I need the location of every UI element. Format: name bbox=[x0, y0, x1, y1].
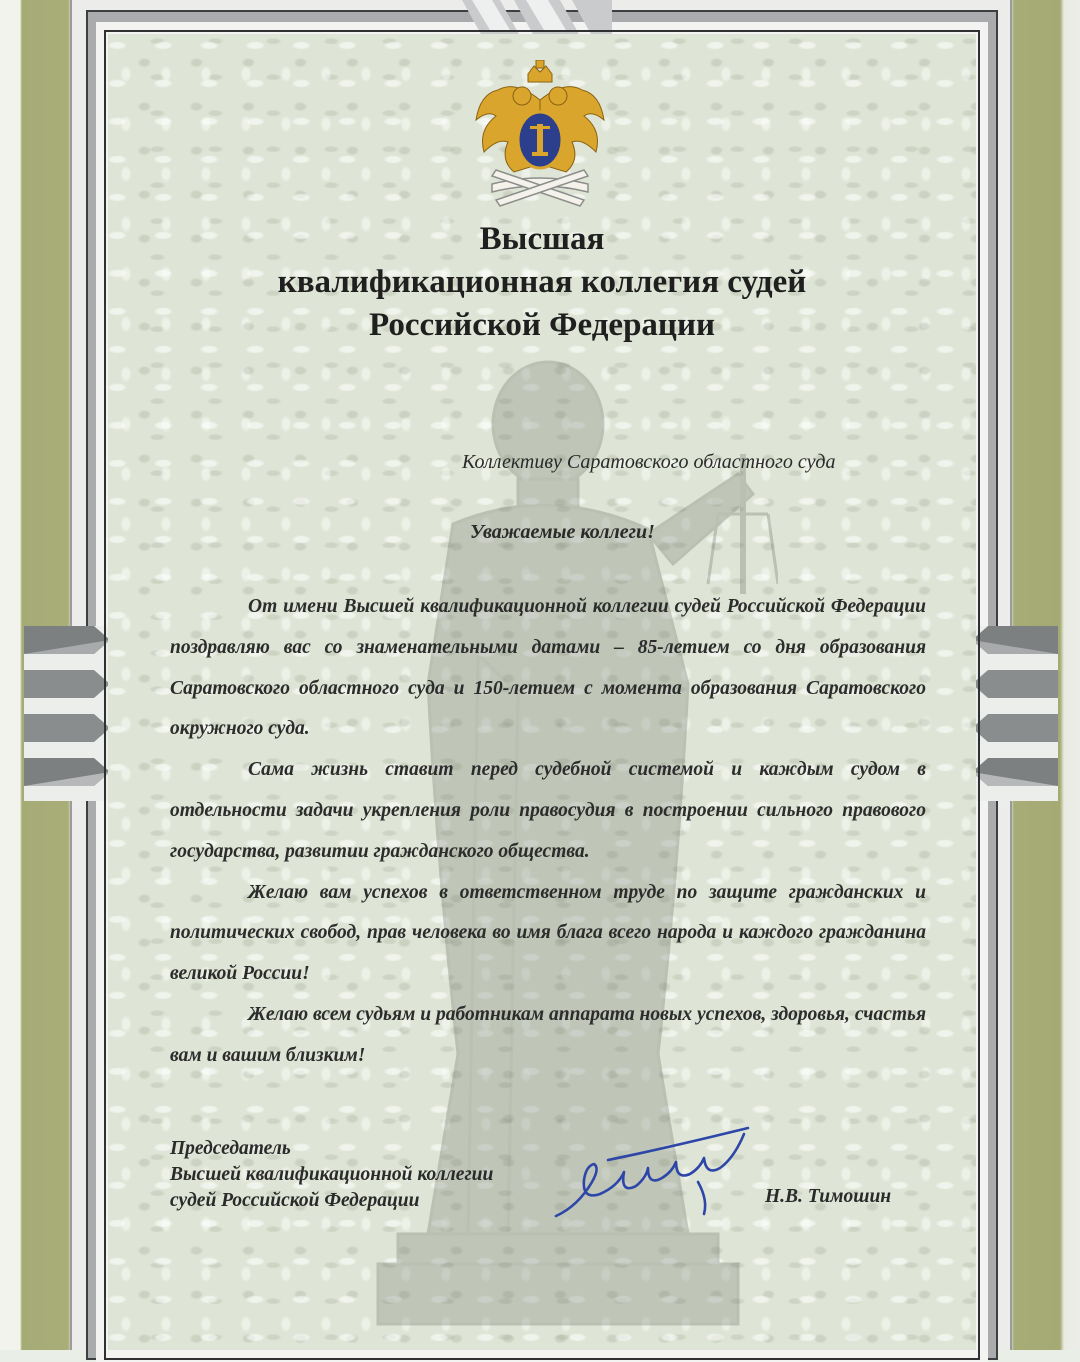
left-side-ornament bbox=[24, 626, 110, 801]
body-paragraph-2: Сама жизнь ставит перед судебной системой и каждым судом в отдельности задачи укрепления роли правосудия в построении сильного правового государства, развитии гражданского общества. bbox=[170, 759, 926, 862]
issuer-heading bbox=[108, 218, 976, 347]
addressee-line: Коллективу Саратовского областного суда bbox=[462, 451, 836, 473]
handwritten-signature bbox=[548, 1120, 758, 1230]
signatory-name: Н.В. Тимошин bbox=[765, 1186, 892, 1207]
salutation-line: Уважаемые коллеги! bbox=[470, 521, 655, 543]
body-paragraph-1: От имени Высшей квалификационной коллегии судей Российской Федерации поздравляю вас со знаменательными датами – 85-летием со дня образования Саратовского областного суда и 150-летием с момента образования Саратовского окружного суда. bbox=[170, 596, 926, 740]
letter-body bbox=[170, 587, 926, 1077]
signatory-title bbox=[170, 1136, 590, 1214]
body-paragraph-3: Желаю вам успехов в ответственном труде по защите гражданских и политических свобод, прав человека во имя блага всего народа и каждого гражданина великой России! bbox=[170, 881, 926, 985]
heading-line-2: квалификационная коллегия судей bbox=[277, 264, 807, 300]
signatory-title-line-3: судей Российской Федерации bbox=[170, 1190, 420, 1211]
body-paragraph-4: Желаю всем судьям и работникам аппарата новых успехов, здоровья, счастья вам и вашим близким! bbox=[170, 1003, 926, 1066]
signatory-title-line-2: Высшей квалификационной коллегии bbox=[170, 1164, 494, 1185]
right-side-ornament bbox=[972, 626, 1058, 801]
heading-line-3: Российской Федерации bbox=[369, 307, 715, 343]
heading-line-1: Высшая bbox=[479, 221, 605, 257]
double-headed-eagle-emblem-icon bbox=[470, 60, 610, 210]
signatory-title-line-1: Председатель bbox=[170, 1138, 291, 1159]
